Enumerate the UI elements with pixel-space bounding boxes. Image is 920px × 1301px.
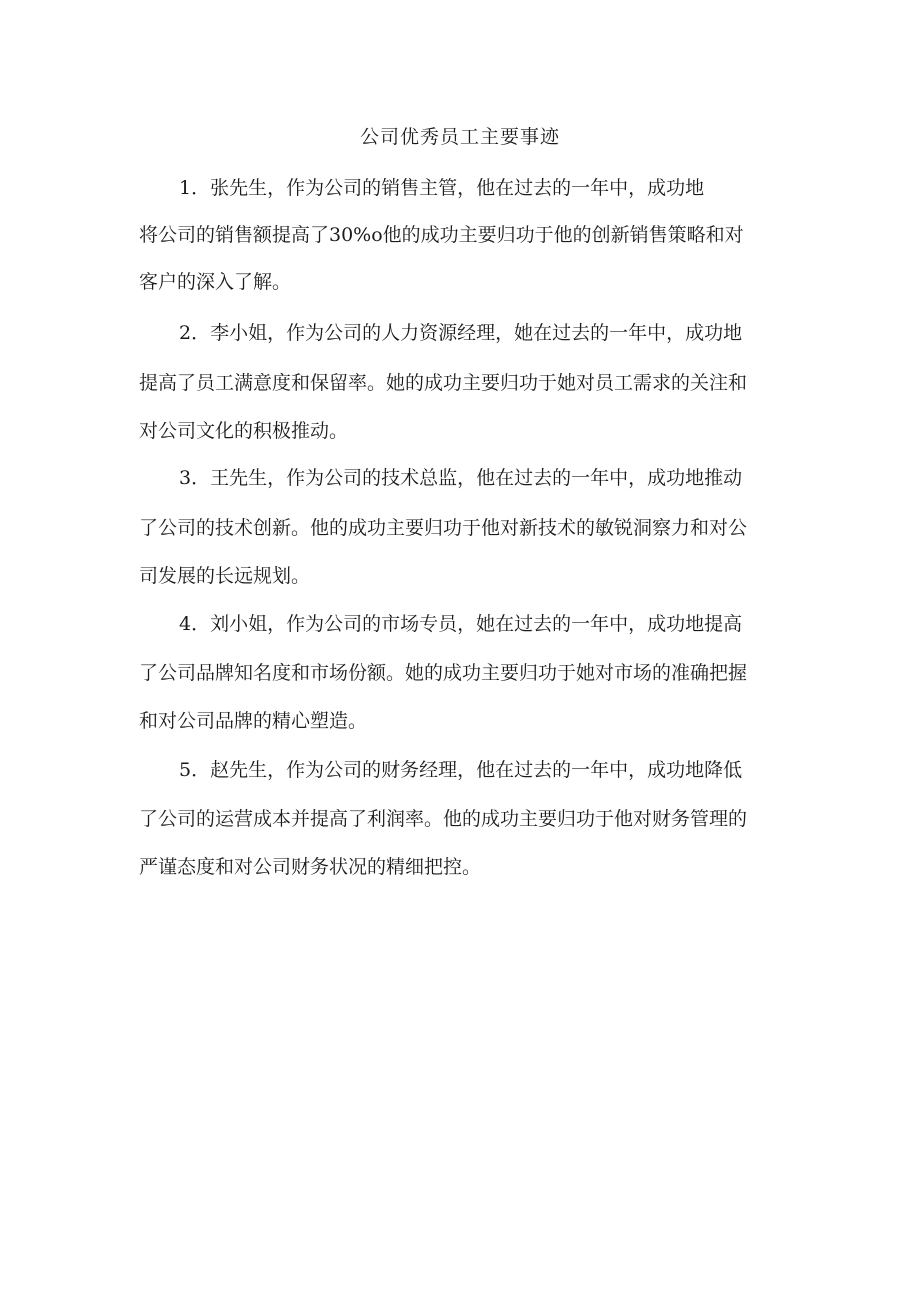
paragraph-3-line-3: 司发展的长远规划。 — [139, 565, 311, 587]
paragraph-5-line-2: 了公司的运营成本并提高了利润率。他的成功主要归功于他对财务管理的 — [139, 808, 748, 830]
paragraph-1-line-3: 客户的深入了解。 — [139, 271, 292, 293]
paragraph-1-line-2: 将公司的销售额提高了30%o他的成功主要归功于他的创新销售策略和对 — [139, 224, 744, 246]
paragraph-2-line-1: 2．李小姐，作为公司的人力资源经理，她在过去的一年中，成功地 — [179, 322, 743, 344]
paragraph-4-line-3: 和对公司品牌的精心塑造。 — [139, 710, 368, 732]
document-title: 公司优秀员工主要事迹 — [359, 126, 560, 148]
paragraph-2-line-3: 对公司文化的积极推动。 — [139, 420, 349, 442]
paragraph-5-line-1: 5．赵先生，作为公司的财务经理，他在过去的一年中，成功地降低 — [179, 759, 743, 781]
paragraph-4-line-2: 了公司品牌知名度和市场份额。她的成功主要归功于她对市场的准确把握 — [139, 662, 748, 684]
paragraph-1-line-1: 1．张先生，作为公司的销售主管，他在过去的一年中，成功地 — [179, 177, 705, 199]
paragraph-3-line-2: 了公司的技术创新。他的成功主要归功于他对新技术的敏锐洞察力和对公 — [139, 517, 748, 539]
paragraph-2-line-2: 提高了员工满意度和保留率。她的成功主要归功于她对员工需求的关注和 — [139, 372, 748, 394]
paragraph-5-line-3: 严谨态度和对公司财务状况的精细把控。 — [139, 856, 482, 878]
paragraph-4-line-1: 4．刘小姐，作为公司的市场专员，她在过去的一年中，成功地提高 — [179, 613, 743, 635]
paragraph-3-line-1: 3．王先生，作为公司的技术总监，他在过去的一年中，成功地推动 — [179, 467, 743, 489]
